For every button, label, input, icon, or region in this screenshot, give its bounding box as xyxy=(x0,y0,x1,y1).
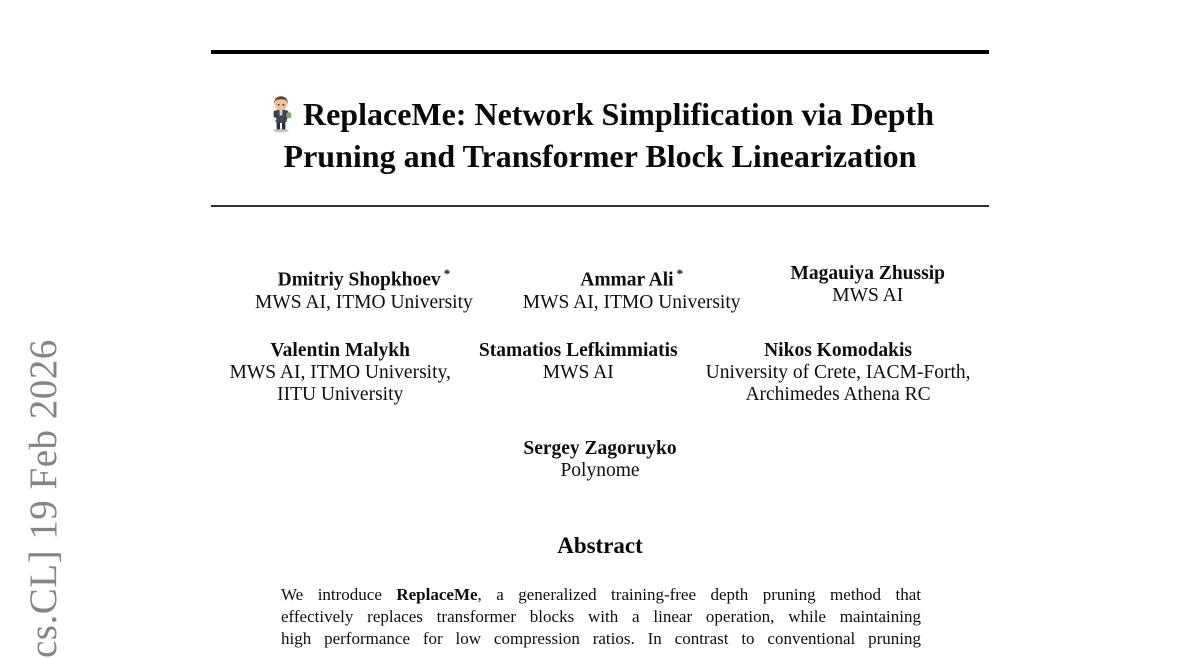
authors-row-1 xyxy=(211,263,989,314)
author-nikos-komodakis xyxy=(706,340,971,406)
footnote-asterisk: * xyxy=(443,266,451,281)
author-ammar-ali xyxy=(523,263,741,314)
abstract-line-2: effectively replaces transformer blocks with a linear operation, while maintaining xyxy=(281,607,921,626)
authors-row-2 xyxy=(211,340,989,406)
author-affiliation: IITU University xyxy=(277,384,404,405)
title-rule-top xyxy=(211,50,989,54)
title-line-2: Pruning and Transformer Block Linearization xyxy=(283,138,917,174)
author-affiliation: MWS AI, ITMO University xyxy=(522,291,741,313)
abstract-line-1: We introduce ReplaceMe, a generalized training-free depth pruning method that xyxy=(281,585,921,604)
author-name: Dmitriy Shopkhoev * xyxy=(277,266,451,291)
author-valentin-malykh xyxy=(230,340,451,406)
author-name: Valentin Malykh xyxy=(270,340,410,361)
author-name: Ammar Ali * xyxy=(580,266,684,291)
author-affiliation: MWS AI xyxy=(542,362,614,383)
author-affiliation: University of Crete, IACM-Forth, xyxy=(705,362,971,383)
author-name: Stamatios Lefkimmiatis xyxy=(478,340,678,361)
abstract-body xyxy=(281,584,921,650)
replaceme-bold: ReplaceMe xyxy=(396,585,478,604)
author-stamatios-lefkimmiatis xyxy=(479,340,678,384)
abstract-heading: Abstract xyxy=(557,533,643,558)
footnote-asterisk: * xyxy=(676,266,684,281)
author-affiliation: MWS AI, ITMO University, xyxy=(229,362,451,383)
author-affiliation: Archimedes Athena RC xyxy=(745,384,931,405)
author-sergey-zagoruyko xyxy=(523,438,676,482)
paper-title xyxy=(211,93,989,177)
arxiv-watermark: cs.CL] 19 Feb 2026 xyxy=(22,339,65,658)
author-name: Sergey Zagoruyko xyxy=(523,438,677,459)
author-dmitriy-shopkhoev xyxy=(255,263,473,314)
author-name: Nikos Komodakis xyxy=(764,340,913,361)
title-line-1: ReplaceMe: Network Simplification via Depth xyxy=(266,96,934,132)
abstract-line-3: high performance for low compression ratios. In contrast to conventional pruning xyxy=(281,629,921,648)
authors-row-3 xyxy=(211,438,989,482)
title-rule-bottom xyxy=(211,205,989,207)
person-figurine-icon xyxy=(266,94,296,133)
author-affiliation: MWS AI xyxy=(832,285,904,306)
author-name: Magauiya Zhussip xyxy=(790,263,945,284)
author-affiliation: MWS AI, ITMO University xyxy=(255,291,473,313)
author-magauiya-zhussip xyxy=(791,263,945,307)
author-affiliation: Polynome xyxy=(560,460,640,481)
